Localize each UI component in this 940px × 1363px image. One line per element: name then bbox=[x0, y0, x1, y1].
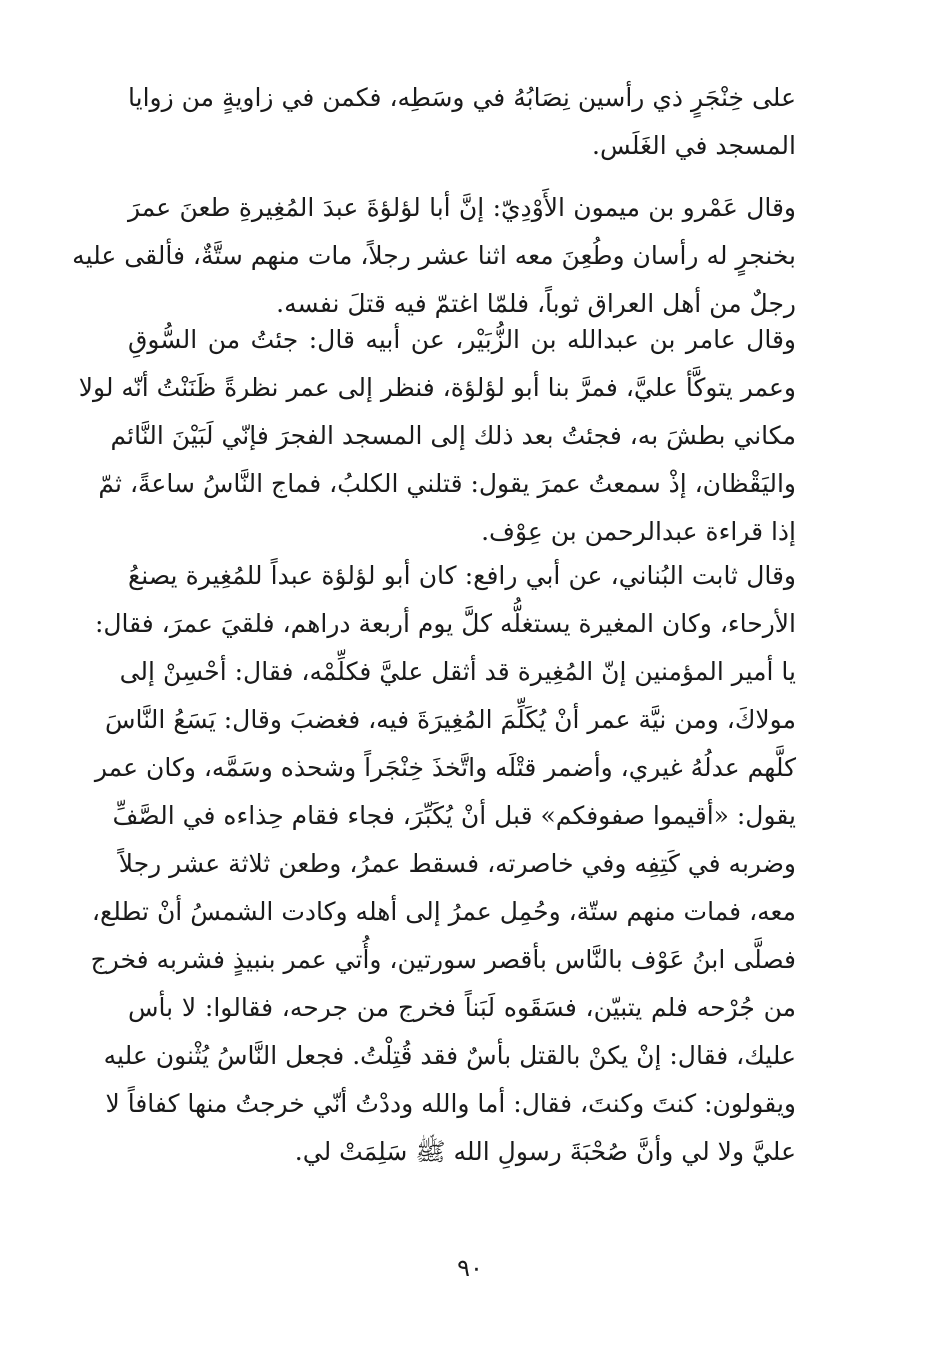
text-line: بخنجرٍ له رأسان وطُعِنَ معه اثنا عشر رجلاً، مات منهم ستَّةٌ، فألقى عليه bbox=[72, 241, 796, 270]
paragraph-1 bbox=[128, 74, 796, 170]
text-line: كلَّهم عدلُهُ غيري، وأضمر قتْلَه واتَّخذَ خِنْجَراً وشحذه وسَمَّه، وكان عمر bbox=[94, 753, 796, 782]
text-line: عليك، فقال: إنْ يكنْ بالقتل بأسٌ فقد قُتِلْتُ. فجعل النَّاسُ يُثْنون عليه bbox=[103, 1041, 796, 1070]
text-line: رجلٌ من أهل العراق ثوباً، فلمّا اغتمّ فيه قتلَ نفسه. bbox=[276, 289, 796, 318]
text-line: إذا قراءة عبدالرحمن بن عِوْف. bbox=[481, 517, 796, 546]
text-line: واليَقْظان، إذْ سمعتُ عمرَ يقول: قتلني الكلبُ، فماج النَّاسُ ساعةً، ثمّ bbox=[98, 469, 796, 498]
text-line: وعمر يتوكَّأ عليَّ، فمرَّ بنا أبو لؤلؤة، فنظر إلى عمر نظرةً ظَنَنْتُ أنّه لولا bbox=[78, 373, 796, 402]
text-line: يقول: «أقيموا صفوفكم» قبل أنْ يُكَبِّرَ، فجاء فقام حِذاءه في الصَّفِّ bbox=[112, 801, 796, 830]
text-line: عليَّ ولا لي وأنَّ صُحْبَةَ رسولِ الله ﷺ سَلِمَتْ لي. bbox=[294, 1137, 796, 1166]
text-line: على خِنْجَرٍ ذي رأسين نِصَابُهُ في وسَطِه، فكمن في زاويةٍ من زوايا bbox=[128, 83, 796, 112]
paragraph-4 bbox=[90, 552, 796, 1176]
text-line: معه، فمات منهم ستّة، وحُمِل عمرُ إلى أهله وكادت الشمسُ أنْ تطلع، bbox=[91, 897, 796, 926]
text-line: ويقولون: كنتَ وكنتَ، فقال: أما والله وددْتُ أنّي خرجتُ منها كفافاً لا bbox=[105, 1089, 796, 1118]
text-line: وقال ثابت البُناني، عن أبي رافع: كان أبو لؤلؤة عبداً للمُغِيرة يصنعُ bbox=[128, 561, 796, 590]
paragraph-2 bbox=[72, 184, 796, 328]
text-line: وضربه في كَتِفِه وفي خاصرته، فسقط عمرُ، وطعن ثلاثة عشر رجلاً bbox=[118, 849, 796, 878]
text-line: فصلَّى ابنُ عَوْف بالنَّاس بأقصر سورتين، وأُتي عمر بنبيذٍ فشربه فخرج bbox=[90, 945, 796, 974]
paragraph-3 bbox=[78, 316, 796, 556]
text-line: وقال عامر بن عبدالله بن الزُّبَيْر، عن أبيه قال: جئتُ من السُّوقِ bbox=[128, 325, 796, 354]
text-line: يا أمير المؤمنين إنّ المُغِيرة قد أثقل عليَّ فكلِّمْه، فقال: أحْسِنْ إلى bbox=[119, 657, 796, 686]
text-line: وقال عَمْرو بن ميمون الأَوْدِيّ: إنَّ أبا لؤلؤةَ عبدَ المُغِيرةِ طعنَ عمرَ bbox=[128, 193, 796, 222]
text-line: من جُرْحه فلم يتبيّن، فسَقَوه لَبَناً فخرج من جرحه، فقالوا: لا بأس bbox=[128, 993, 796, 1022]
text-line: مولاكَ، ومن نيَّة عمر أنْ يُكَلِّمَ المُغِيرَةَ فيه، فغضبَ وقال: يَسَعُ النَّاسَ bbox=[105, 705, 796, 734]
page-number: ٩٠ bbox=[457, 1254, 483, 1282]
text-line: المسجد في الغَلَس. bbox=[592, 131, 796, 160]
text-line: الأرحاء، وكان المغيرة يستغلُّه كلَّ يوم أربعة دراهم، فلقيَ عمرَ، فقال: bbox=[94, 609, 796, 638]
text-line: مكاني بطشَ به، فجئتُ بعد ذلك إلى المسجد الفجرَ فإنّي لَبَيْنَ النَّائم bbox=[110, 421, 796, 450]
